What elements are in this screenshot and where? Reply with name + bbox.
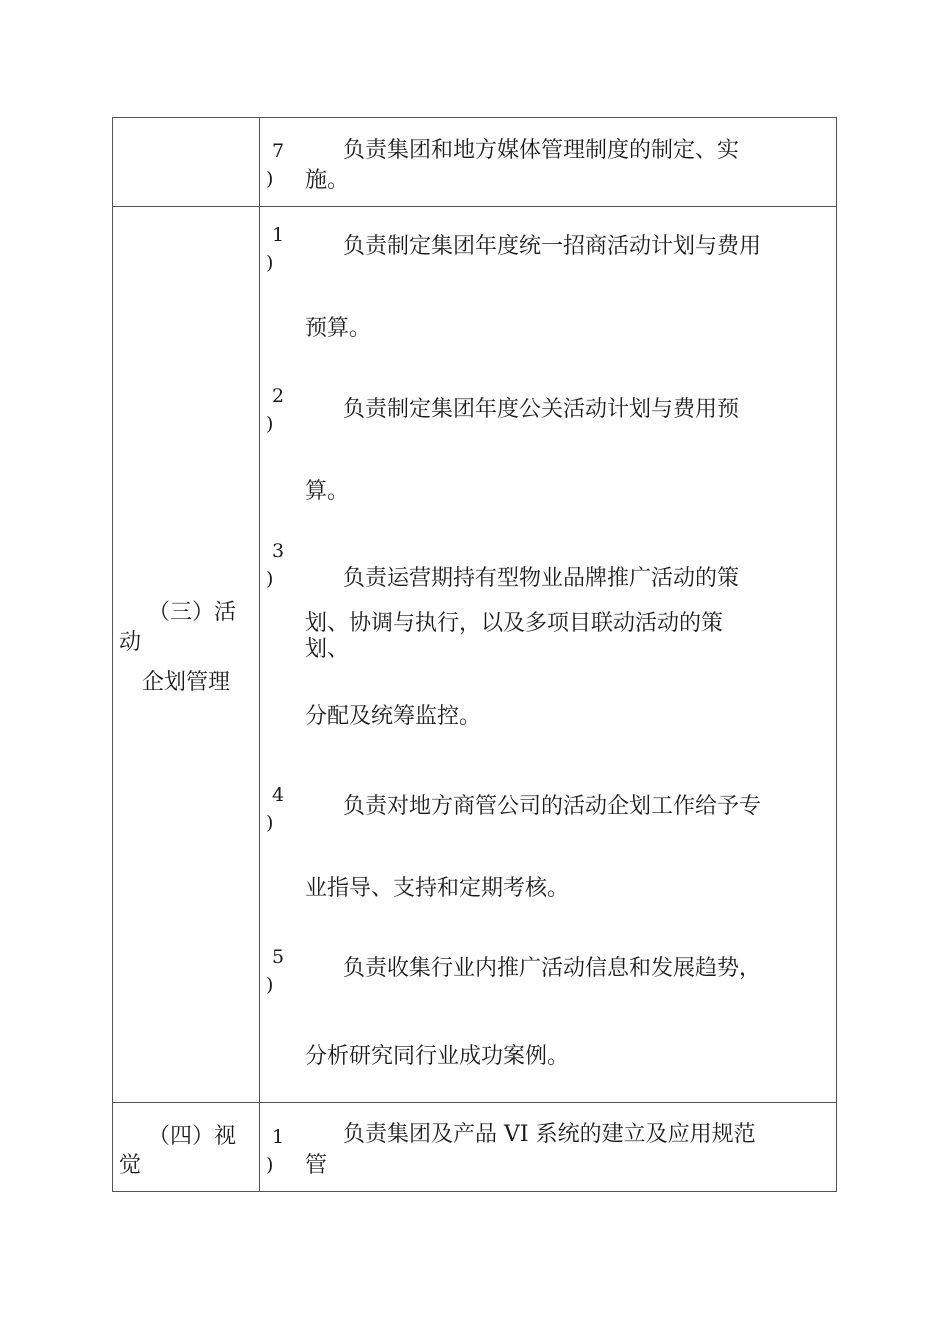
- category-label: （四）视: [148, 1124, 237, 1149]
- item-text: 负责对地方商管公司的活动企划工作给予专: [343, 794, 762, 819]
- item-number-paren: ): [266, 974, 274, 996]
- row-divider: [113, 1102, 836, 1103]
- item-text: 分配及统筹监控。: [305, 704, 482, 729]
- item-number: 1: [272, 224, 285, 246]
- item-number: 3: [272, 540, 285, 562]
- item-number-paren: ): [266, 413, 274, 435]
- item-text: 负责集团及产品 VI 系统的建立及应用规范: [343, 1122, 756, 1147]
- item-text: 分析研究同行业成功案例。: [305, 1044, 570, 1069]
- category-label: （三）活: [148, 600, 237, 625]
- item-text: 划、: [305, 637, 350, 662]
- item-text: 算。: [305, 479, 350, 504]
- item-text: 负责集团和地方媒体管理制度的制定、实: [343, 138, 740, 163]
- item-number-paren: ): [266, 252, 274, 274]
- item-number: 5: [272, 946, 285, 968]
- item-number-paren: ): [266, 568, 274, 590]
- item-text: 负责制定集团年度统一招商活动计划与费用: [343, 234, 762, 259]
- item-number: 4: [272, 784, 285, 806]
- item-text: 划、协调与执行，以及多项目联动活动的策: [305, 611, 724, 636]
- item-number: 1: [272, 1126, 285, 1148]
- category-label: 动: [119, 630, 142, 655]
- category-label: 企划管理: [142, 670, 231, 695]
- item-number-paren: ): [266, 1154, 274, 1176]
- item-text: 负责收集行业内推广活动信息和发展趋势，: [343, 956, 762, 981]
- row-divider: [113, 206, 836, 207]
- item-number-paren: ): [266, 168, 274, 190]
- item-number: 7: [272, 140, 285, 162]
- item-text: 管: [305, 1153, 328, 1178]
- item-text: 施。: [305, 168, 350, 193]
- responsibility-table: [112, 117, 837, 1192]
- item-number-paren: ): [266, 812, 274, 834]
- item-number: 2: [272, 385, 285, 407]
- item-text: 负责运营期持有型物业品牌推广活动的策: [343, 566, 740, 591]
- item-text: 负责制定集团年度公关活动计划与费用预: [343, 397, 740, 422]
- column-divider: [259, 118, 260, 1191]
- item-text: 业指导、支持和定期考核。: [305, 876, 570, 901]
- item-text: 预算。: [305, 316, 372, 341]
- category-label: 觉: [119, 1153, 142, 1178]
